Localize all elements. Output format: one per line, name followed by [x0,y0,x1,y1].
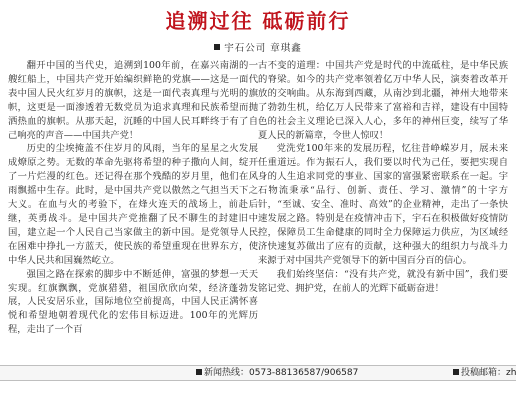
article-column-left [8,59,258,337]
news-hotline [196,366,358,380]
article-column-right [258,59,508,295]
paragraph: 强国之路在探索的脚步中不断延伸，富强的梦想一天天实现。红旗飘飘，党旗猎猎，祖国欣欣向荣，经济蓬勃发展，人民安居乐业，国际地位空前提高，中国人民正满怀喜悦和希望地朝着现代化的宏伟目标迈进。100年的光辉历程，走出了一个百 [8,268,258,336]
email-square-icon [453,369,459,375]
article-title: 追溯过往 砥砺前行 [165,9,351,33]
footer-bar [0,365,516,381]
byline-text: 宇石公司 章琪鑫 [224,43,302,54]
byline-square-icon [214,44,220,50]
email-label: 投稿邮箱： [461,368,507,378]
paragraph: 我们始终坚信：“没有共产党，就没有新中国”，我们要铭记党、拥护党，在前人的光辉下砥砺奋进！ [258,268,508,294]
hotline-label: 新闻热线： [204,368,250,378]
paragraph: 党洗党100年来的发展历程，忆往昔峥嵘岁月，展未来任重道远。作为振石人，我们要以时代为己任，要把实现自身的人生追求同党的事业、国家的富强紧密联系在一起。宇石物流秉承“品行、创新、责任、学习、激情”的十字方针，“至诚、安全、准时、高效”的企业精神，走出了一条快速发展之路。特别是在疫情冲击下，宇石在积极做好疫情防控，保障员工生命健康的同时全力保障运力供应，为区域经济快速复苏做出了应有的贡献，这种强大的组织力与战斗力来源于对中国共产党领导下的新中国百分百的信心。 [258,143,508,266]
paragraph: 历史的尘埃掩盖不住岁月的风雨，当年的星星之火发展成燎原之势。无数的革命先驱将希望的种子撒向人间，绽开了一片烂漫的红色。还记得在那个残酷的岁月里，他们在风雨飘摇中生存。此时，是中国共产党以傲然之气担当天下之大义。在血与火的考验下，在烽火连天的战场上，前赴后继，英勇战斗。是中国共产党推翻了民不聊生的封建旧中国，建立起一个人民自己当家做主的新中国。是党领导人民在困难中挣扎一方蓝天，使民族的希望重现在世界东方，使中华人民共和国巍然屹立。 [8,143,258,266]
paragraph: 古不变的道理：中国共产党是时代的中流砥柱，是中华民族的脊梁。如今的共产党率领着亿万中华人民，演奏着改革开放的交响曲。从东海到西藏，从南沙到北疆，神州大地带来了勃勃生机，给亿万人民带来了富裕和吉祥，建设有中国特色的社会主义理论已深入人心，多年的神州巨变，续写了华夏人民的新篇章，令世人惊叹！ [258,60,508,141]
page-bottom-margin [0,381,516,408]
hotline-number: 0573-88136587/906587 [249,368,359,378]
email-value: zh [506,368,516,378]
submission-email [453,366,516,380]
article-byline [0,40,516,54]
paragraph: 翻开中国的当代史，追溯到100年前，在嘉兴南湖的一艘红船上，中国共产党开始编织鲜艳的党旗——这是一面代表中国人民火红岁月的旗帜，这是一面代表真理与光明的旗帜，这更是一面渗透着无数党员为追求真理和民族希望而抛洒热血的旗帜。从那天起，沉睡的中国人民耳畔终于有了自己响亮的声音——中国共产党！ [8,60,258,141]
hotline-square-icon [196,369,202,375]
